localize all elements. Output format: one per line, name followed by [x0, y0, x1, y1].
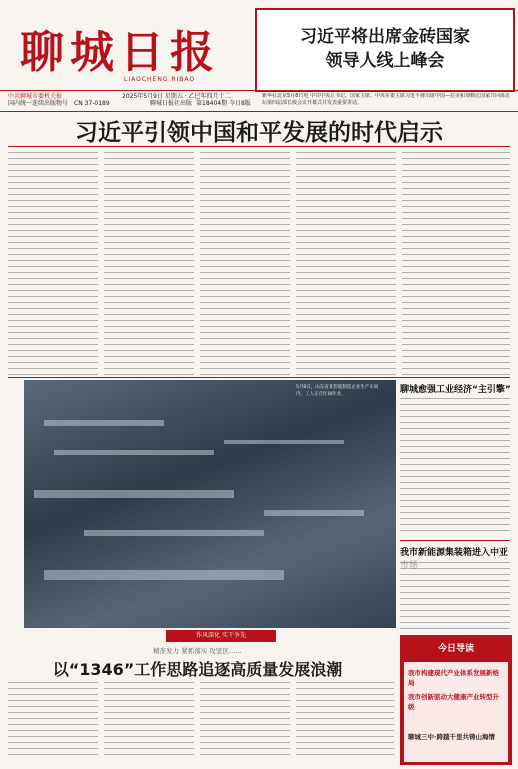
masthead-title: 聊城日报: [20, 27, 220, 78]
issue-number: 第18404期 今日8版: [196, 100, 251, 107]
masthead-pinyin: LIAOCHENG RIBAO: [124, 76, 196, 83]
top-brief: 新华社北京5月8日电 中共中央总书记、国家主席、中央军委主席习近平将出席中国—拉美和加勒比国家共同体论坛第四届部长级会议开幕式并发表重要讲话。: [262, 93, 510, 106]
today-guide-item-1[interactable]: 我市构建现代产业体系发展新格局: [408, 669, 499, 687]
column-ribbon: 作风深化 实干争先: [166, 630, 276, 642]
article-column-4: [296, 150, 396, 375]
right-article-2: [400, 560, 510, 632]
today-guide-item-2[interactable]: 我市创新驱动大健康产业转型升级: [408, 693, 499, 711]
feature-column-1: [8, 680, 98, 756]
today-guide-box: [400, 635, 512, 765]
feature-kicker: 精准发力 紧抓落实 攻坚区……: [153, 647, 242, 655]
headline-divider: [8, 146, 510, 147]
page-footer: [0, 757, 518, 769]
article-column-5: [402, 150, 510, 375]
issue-date: 2025年5月9日 星期五 · 乙巳年四月十二: [122, 93, 231, 100]
main-headline[interactable]: 习近平引领中国和平发展的时代启示: [75, 120, 443, 146]
today-guide-item-3[interactable]: 聊城三中·跨越千里共铸山海情: [408, 733, 495, 741]
article-column-1: [8, 150, 98, 375]
issue-info-strip: [0, 90, 518, 112]
section-divider: [8, 377, 510, 378]
top-headline-line-1: 习近平将出席金砖国家: [300, 27, 470, 47]
article-column-2: [104, 150, 194, 375]
top-headline-box[interactable]: [255, 8, 515, 92]
feature-column-3: [200, 680, 290, 756]
feature-headline[interactable]: 以“1346”工作思路追逐高质量发展浪潮: [52, 660, 343, 679]
article-column-3: [200, 150, 290, 375]
newspaper-info-3: CN 37-0189: [74, 100, 110, 107]
right-divider: [400, 540, 510, 541]
today-guide-label: 今日导读: [437, 644, 474, 654]
feature-column-2: [104, 680, 194, 756]
right-headline-1[interactable]: 聊城愈强工业经济“主引擎”: [400, 385, 511, 395]
right-headline-2[interactable]: 我市新能源集装箱进入中亚: [400, 548, 509, 558]
publisher: 聊城日报社出版: [150, 100, 193, 107]
right-article-1: [400, 396, 510, 536]
feature-column-4: [296, 680, 394, 756]
photo-caption: 5月8日，山东省某智能制造企业生产车间内，工人正在忙碌作业。: [296, 385, 379, 397]
top-headline-line-2: 领导人线上峰会: [325, 51, 445, 71]
newspaper-info-1: 中共聊城市委机关报: [8, 93, 63, 100]
newspaper-info-2: 国内统一连续出版物号: [8, 100, 69, 107]
